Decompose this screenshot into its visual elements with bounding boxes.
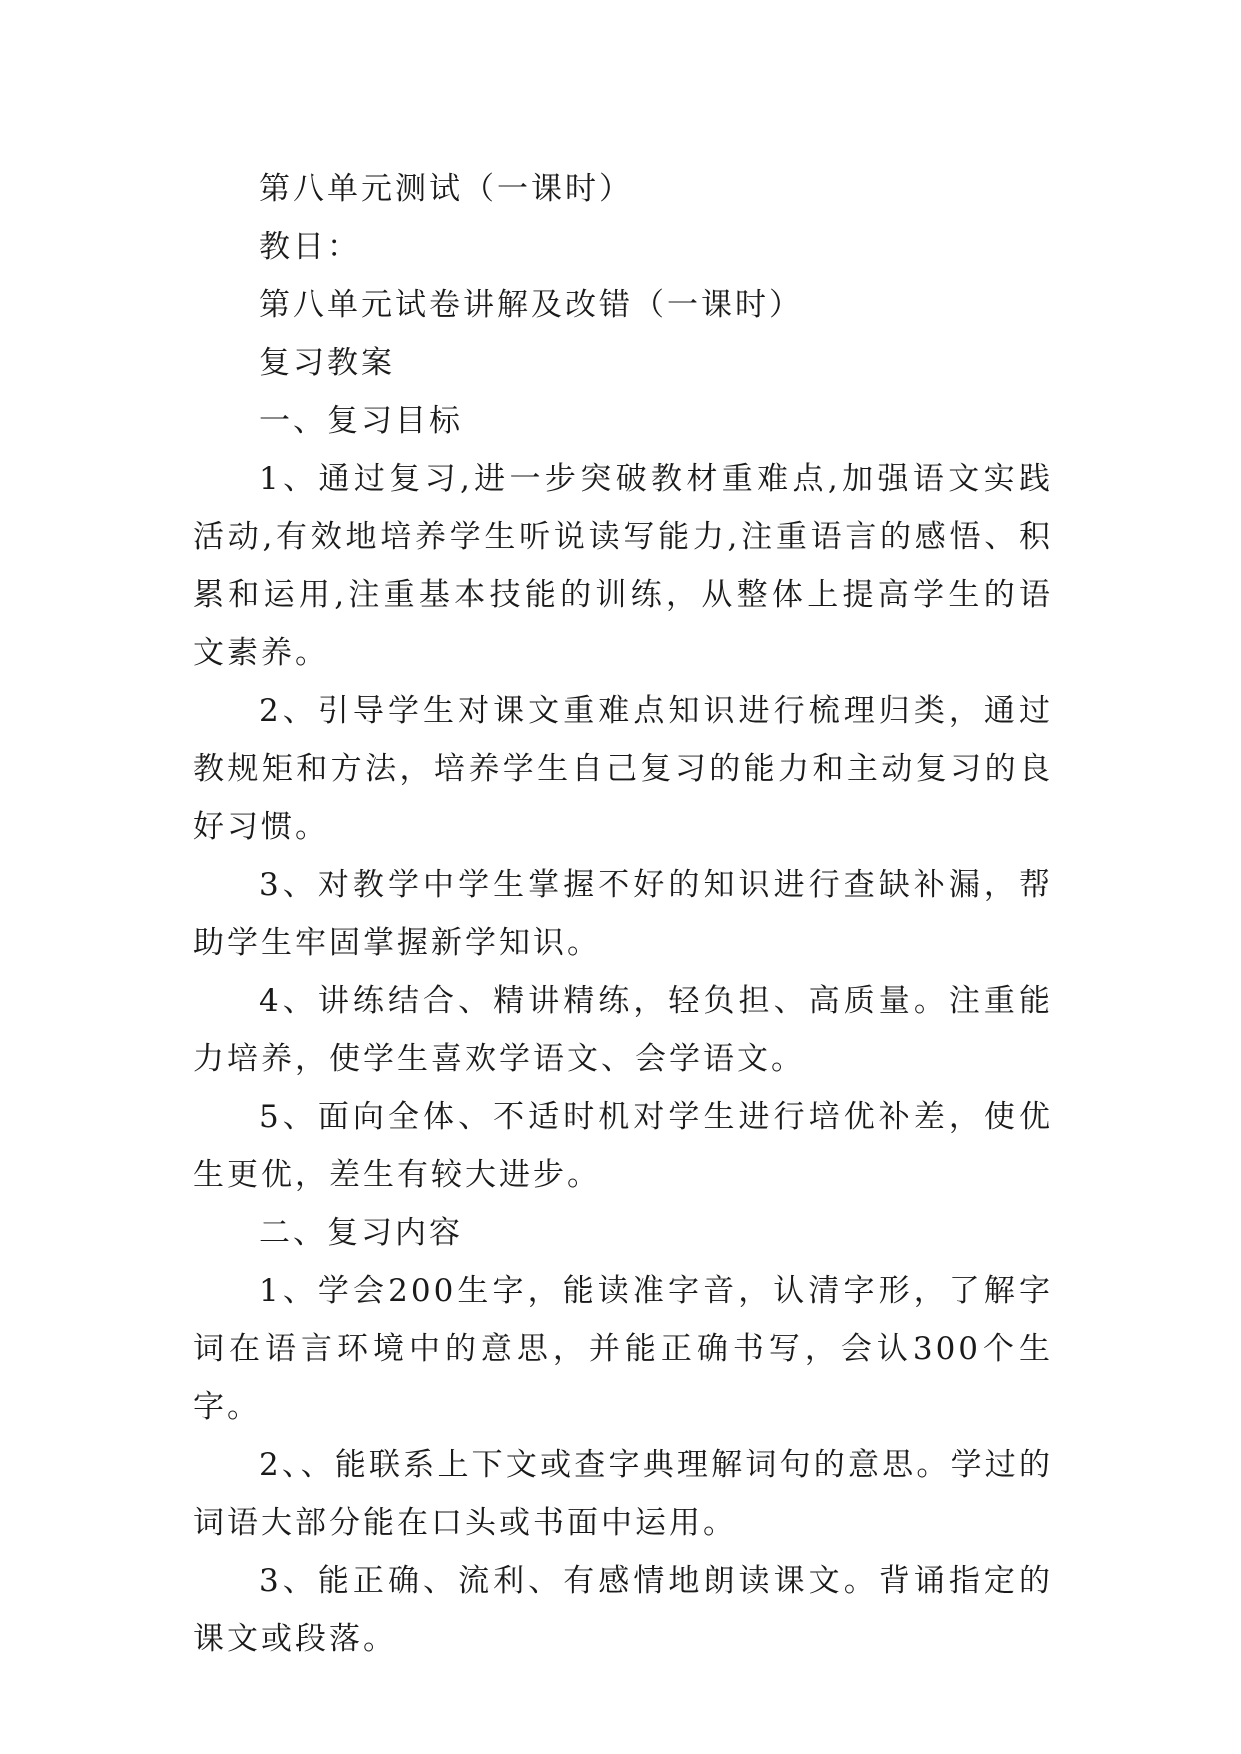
unit-test-line: 第八单元测试（一课时） bbox=[259, 171, 633, 207]
goal-item-4: 4、讲练结合、精讲精练，轻负担、高质量。注重能力培养，使学生喜欢学语文、会学语文。 bbox=[193, 983, 1053, 1077]
content-item-1: 1、学会200生字，能读准字音，认清字形，了解字词在语言环境中的意思，并能正确书写，会认300个生字。 bbox=[193, 1273, 1053, 1425]
test-review-line: 第八单元试卷讲解及改错（一课时） bbox=[259, 287, 803, 323]
review-plan-heading: 复习教案 bbox=[259, 345, 395, 381]
teaching-date-line: 教日： bbox=[259, 229, 361, 265]
section-2-heading: 二、复习内容 bbox=[259, 1215, 463, 1251]
document-body bbox=[193, 160, 1053, 1668]
content-item-3: 3、能正确、流利、有感情地朗读课文。背诵指定的课文或段落。 bbox=[193, 1563, 1053, 1657]
content-item-2: 2、、能联系上下文或查字典理解词句的意思。学过的词语大部分能在口头或书面中运用。 bbox=[193, 1447, 1053, 1541]
goal-item-2: 2、引导学生对课文重难点知识进行梳理归类，通过教规矩和方法，培养学生自己复习的能力和主动复习的良好习惯。 bbox=[193, 693, 1053, 845]
goal-item-3: 3、对教学中学生掌握不好的知识进行查缺补漏，帮助学生牢固掌握新学知识。 bbox=[193, 867, 1053, 961]
goal-item-1: 1、通过复习,进一步突破教材重难点,加强语文实践活动,有效地培养学生听说读写能力,注重语言的感悟、积累和运用,注重基本技能的训练，从整体上提高学生的语文素养。 bbox=[193, 461, 1053, 671]
goal-item-5: 5、面向全体、不适时机对学生进行培优补差，使优生更优，差生有较大进步。 bbox=[193, 1099, 1053, 1193]
section-1-heading: 一、复习目标 bbox=[259, 403, 463, 439]
